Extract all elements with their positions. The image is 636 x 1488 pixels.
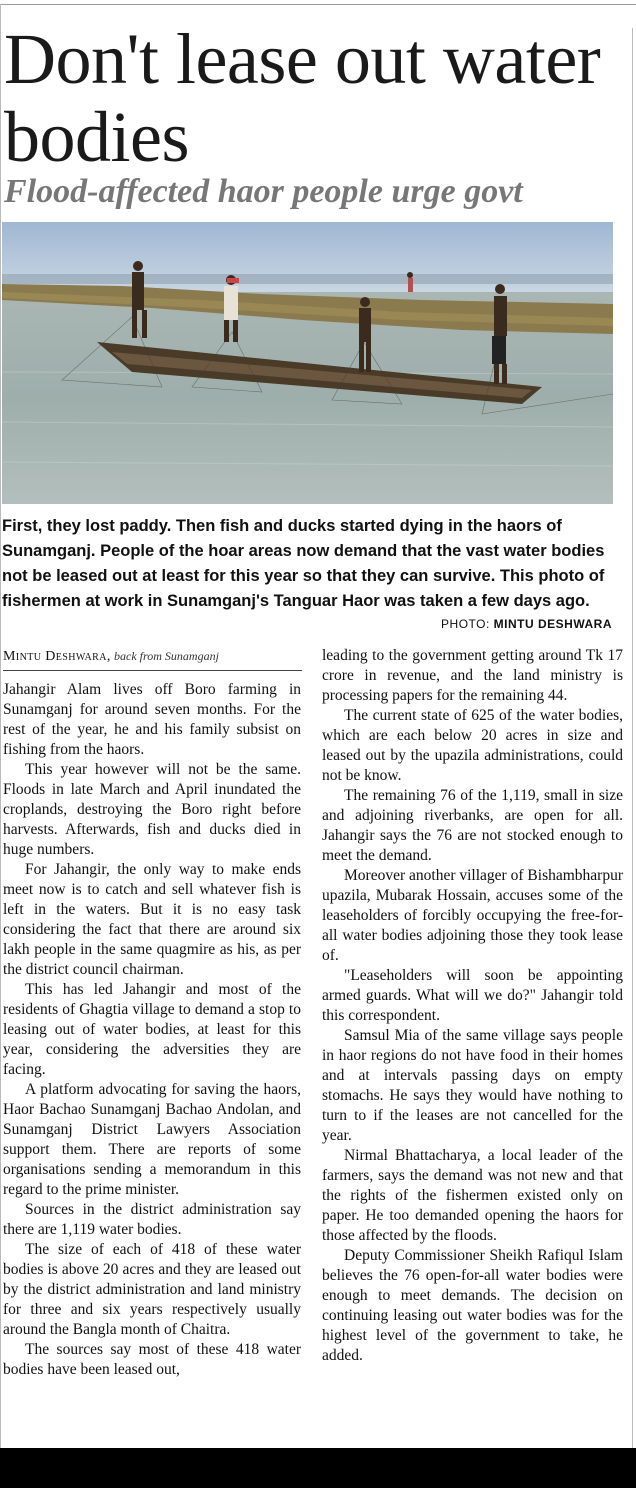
paragraph: For Jahangir, the only way to make ends meet now is to catch and sell whatever fish is left in the waters. But it is no easy task considering the fact that there are around six lakh people in the same quagmire as his, as per the district council chairman. [3, 861, 301, 978]
photo-credit [441, 617, 612, 631]
byline-name: Mintu Deshwara, [3, 649, 111, 664]
article-column-2 [322, 646, 623, 1366]
paragraph: Samsul Mia of the same village says people in haor regions do not have food in their homes and at intervals passing days on empty stomachs. He says they would have nothing to turn to if the leases are not cancelled for the year. [322, 1027, 623, 1144]
paragraph: The current state of 625 of the water bodies, which are each below 20 acres in size and leased out by the upazila administrations, could not be know. [322, 707, 623, 784]
headline: Don't lease out water bodies [4, 19, 601, 177]
photo-caption: First, they lost paddy. Then fish and ducks started dying in the haors of Sunamganj. People of the hoar areas now demand that the vast water bodies not be leased out at least for this year so that they can survive. This photo of fishermen at work in Sunamganj's Tanguar Haor was taken a few days ago. [2, 517, 605, 610]
paragraph: This has led Jahangir and most of the residents of Ghagtia village to demand a stop to leasing out of water bodies, at least for this year, considering the adversities they are facing. [3, 981, 301, 1078]
paragraph: Moreover another villager of Bishambharpur upazila, Mubarak Hossain, accuses some of the leaseholders of forcibly occupying the free-for-all water bodies adjoining those they took lease of. [322, 867, 623, 964]
byline-location: back from Sunamganj [114, 649, 219, 663]
paragraph: Nirmal Bhattacharya, a local leader of the farmers, says the demand was not new and that the rights of the fishermen existed only on paper. He too demanded opening the haors for those affected by the floods. [322, 1147, 623, 1244]
paragraph: Jahangir Alam lives off Boro farming in Sunamganj for around seven months. For the rest of the year, he and his family subsist on fishing from the haors. [3, 681, 301, 758]
subheadline: Flood-affected haor people urge govt [4, 173, 523, 210]
paragraph: This year however will not be the same. Floods in late March and April inundated the croplands, destroying the Boro right before harvests. Afterwards, fish and ducks died in huge numbers. [3, 761, 301, 858]
photo-credit-name: MINTU DESHWARA [493, 617, 612, 631]
left-rule [0, 4, 1, 1448]
right-rule [632, 28, 633, 1448]
article-column-1 [3, 680, 301, 1380]
paragraph: Deputy Commissioner Sheikh Rafiqul Islam believes the 76 open-for-all water bodies were enough to meet demands. The decision on continuing leasing out water bodies was for the highest level of the government to take, he added. [322, 1247, 623, 1364]
paragraph: A platform advocating for saving the haors, Haor Bachao Sunamganj Bachao Andolan, and Sunamganj District Lawyers Association support them. There are reports of some organisations sending a memorandum in this regard to the prime minister. [3, 1081, 301, 1198]
photo-credit-label: PHOTO: [441, 617, 490, 631]
paragraph: The sources say most of these 418 water bodies have been leased out, [3, 1341, 301, 1378]
top-rule [0, 4, 636, 5]
byline [3, 648, 302, 671]
paragraph: leading to the government getting around Tk 17 crore in revenue, and the land ministry is processing papers for the remaining 44. [322, 647, 623, 704]
paragraph: Sources in the district administration say there are 1,119 water bodies. [3, 1201, 301, 1238]
bottom-black-band [0, 1448, 636, 1488]
photo-fishermen-boat-icon [2, 222, 613, 504]
paragraph: "Leaseholders will soon be appointing armed guards. What will we do?" Jahangir told this correspondent. [322, 967, 623, 1024]
paragraph: The size of each of 418 of these water bodies is above 20 acres and they are leased out by the district administration and land ministry for three and six years respectively usually around the Bangla month of Chaitra. [3, 1241, 301, 1338]
paragraph: The remaining 76 of the 1,119, small in size and adjoining riverbanks, are open for all. Jahangir says the 76 are not stocked enough to meet the demand. [322, 787, 623, 864]
